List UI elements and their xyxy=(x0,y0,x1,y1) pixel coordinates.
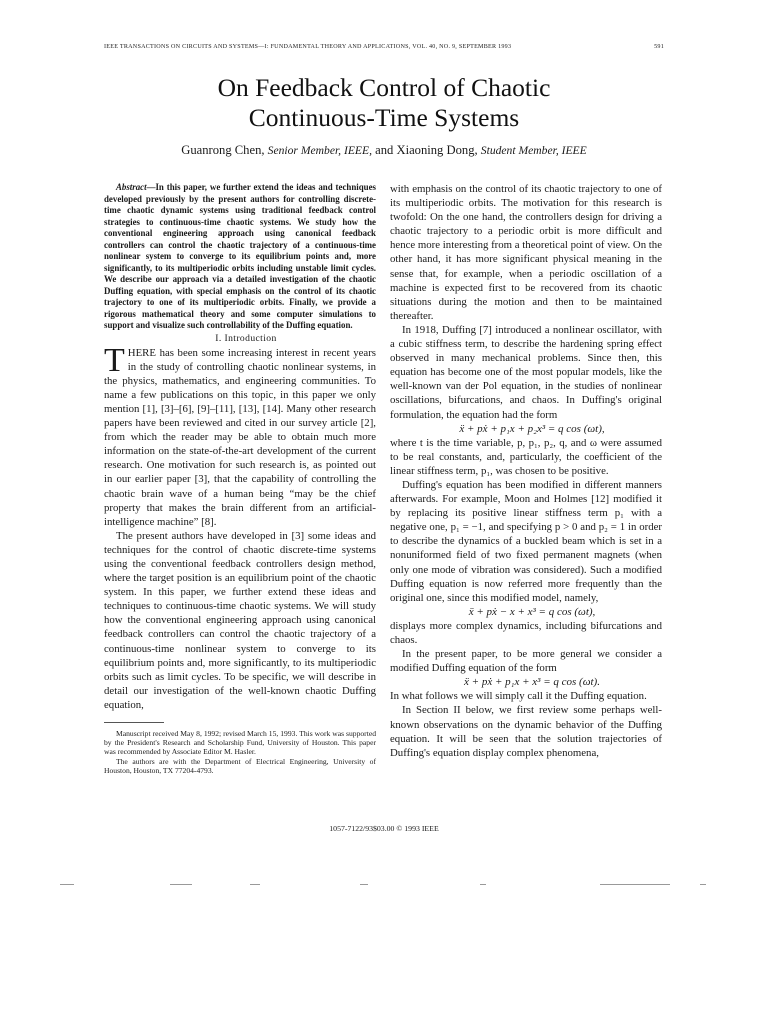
intro-paragraph-1-text: HERE has been some increasing interest in recent years in the study of controlling chaotic nonlinear systems, in the physics, mathematics, and engineering communities. To name a few publications on this topic, in this paper we only mention [1], [3]–[6], [9]–[11], [13], [14]. Many other research papers have been reviewed and cited in our survey article [2], from which the reader may be able to obtain much more information on the state-of-the-art development of the current research. One motivation for such research is, as pointed out in our earlier paper [3], that the capability of controlling the chaotic brain wave of a human being “may be the chief property that makes the brain different from an artificial-intelligence machine” [8]. xyxy=(104,346,376,528)
scan-mark xyxy=(480,884,486,885)
author-connector: and Xiaoning Dong, xyxy=(375,143,478,157)
right-column xyxy=(390,182,662,760)
author-1-name: Guanrong Chen, xyxy=(181,143,265,157)
footnote-manuscript: Manuscript received May 8, 1992; revised March 15, 1993. This work was supported by the President's Research and Scholarship Fund, University of Houston. This paper was recommended by Associate Editor M. Hasler. xyxy=(104,729,376,757)
equation-1: ẍ + pẋ + p₁x + p₂x³ = q cos (ωt), xyxy=(459,422,605,435)
abstract-text: —In this paper, we further extend the ideas and techniques developed previously by the present authors for controlling discrete-time chaotic dynamic systems using traditional feedback control strategies to continuous-time chaotic systems. We study how the conventional engineering approach using canonical feedback controllers can control the chaotic trajectory of a continuous-time nonlinear system to converge to its equilibrium points and, more significantly, to its multiperiodic orbits including unstable limit cycles. We describe our approach via a detailed investigation of the chaotic Duffing equation, with special emphasis on the control of its chaotic trajectory to one of its multiperiodic orbits. Finally, we provide a rigorous mathematical theory and some computer simulations to support and visualize such controllability of the Duffing equation. xyxy=(104,182,376,330)
running-head xyxy=(104,44,664,50)
footnote-affiliation: The authors are with the Department of Electrical Engineering, University of Houston, Houston, TX 77204-4793. xyxy=(104,756,376,775)
footnote-divider xyxy=(104,722,164,723)
intro-paragraph-2: The present authors have developed in [3] some ideas and techniques for the control of chaotic discrete-time systems using the conventional feedback controllers design method, where the target position is an equilibrium point of the chaotic system. In this paper, we further extend these ideas and techniques to continuous-time chaotic systems. We will study how the conventional engineering approach using canonical feedback controllers can control the chaotic trajectory of a continuous-time nonlinear system to converge to its equilibrium points and, more significantly, to its multiperiodic orbits such as limit cycles. To be specific, we will describe in detail our investigation of the well-known chaotic Duffing equation, xyxy=(104,529,376,711)
scan-mark xyxy=(170,884,192,885)
section-heading-introduction: I. Introduction xyxy=(215,332,277,344)
scan-mark xyxy=(250,884,260,885)
left-column xyxy=(104,182,376,775)
right-paragraph-6: In the present paper, to be more general we consider a modified Duffing equation of the form xyxy=(390,648,662,675)
abstract xyxy=(104,182,376,332)
equation-3: ẍ + pẋ + p₁x + x³ = q cos (ωt). xyxy=(464,676,600,689)
copyright-line: 1057-7122/93$03.00 © 1993 IEEE xyxy=(329,824,439,833)
abstract-label: Abstract xyxy=(116,182,147,192)
title-line-1: On Feedback Control of Chaotic xyxy=(217,73,551,102)
page-number: 591 xyxy=(654,44,664,50)
equation-2: ẍ + pẋ − x + x³ = q cos (ωt), xyxy=(468,605,596,618)
right-paragraph-8: In Section II below, we first review some perhaps well-known observations on the dynamic behavior of the Duffing equation. It will be seen that the solution trajectories of Duffing's equation display complex phenomena, xyxy=(390,704,662,759)
intro-paragraph-1 xyxy=(104,341,376,529)
right-paragraph-5: displays more complex dynamics, including bifurcations and chaos. xyxy=(390,619,662,646)
author-2-role: Student Member, IEEE xyxy=(480,144,587,157)
title-line-2: Continuous-Time Systems xyxy=(248,103,520,132)
right-paragraph-1: with emphasis on the control of its chaotic trajectory to one of its multiperiodic orbits. The motivation for this research is twofold: On the one hand, the controllers design for driving a chaotic trajectory to a periodic orbit is more difficult and hence more interesting from a theoretical point of view. On the other hand, it has more significant physical meaning in the sense that, for example, when a periodic oscillation of a machine is expected first to be recovered from its chaotic situations during the motion and then to be maintained thereafter. xyxy=(390,183,662,322)
author-line xyxy=(100,143,668,158)
scan-mark xyxy=(360,884,368,885)
right-paragraph-4: Duffing's equation has been modified in different manners afterwards. For example, Moon and Holmes [12] modified it by replacing its positive linear stiffness term p₁ with a negative one, p₁ = −1, and specifying p > 0 and p₂ = 1 in order to describe the dynamics of a buckled beam which is set in a nonuniformed field of two fixed permanent magnets (when only one mode of vibration was considered). Such a modified Duffing equation is now referred more frequently than the original one, since this modified model, namely, xyxy=(390,478,662,604)
paper-title xyxy=(100,73,668,133)
scan-mark xyxy=(700,884,706,885)
scan-mark xyxy=(60,884,74,885)
author-1-role: Senior Member, IEEE, xyxy=(267,144,372,157)
scan-artifact-marks xyxy=(60,884,710,886)
drop-cap: T xyxy=(104,341,125,379)
right-paragraph-7: In what follows we will simply call it the Duffing equation. xyxy=(390,690,647,703)
journal-header: IEEE TRANSACTIONS ON CIRCUITS AND SYSTEMS—I: FUNDAMENTAL THEORY AND APPLICATIONS, VOL. 40, NO. 9, SEPTEMBER 1993 xyxy=(104,44,512,50)
right-paragraph-3: where t is the time variable, p, p₁, p₂, q, and ω were assumed to be real constants, and, particularly, the coefficient of the linear stiffness term, p₁, was chosen to be positive. xyxy=(390,436,662,477)
right-paragraph-2: In 1918, Duffing [7] introduced a nonlinear oscillator, with a cubic stiffness term, to describe the hardening spring effect observed in many mechanical problems. Since then, this equation has become one of the most popular models, like the well-known van der Pol equation, in the studies of nonlinear oscillations, bifurcations, and chaos. In Duffing's original formulation, the equation had the form xyxy=(390,323,662,421)
scan-mark xyxy=(600,884,670,885)
